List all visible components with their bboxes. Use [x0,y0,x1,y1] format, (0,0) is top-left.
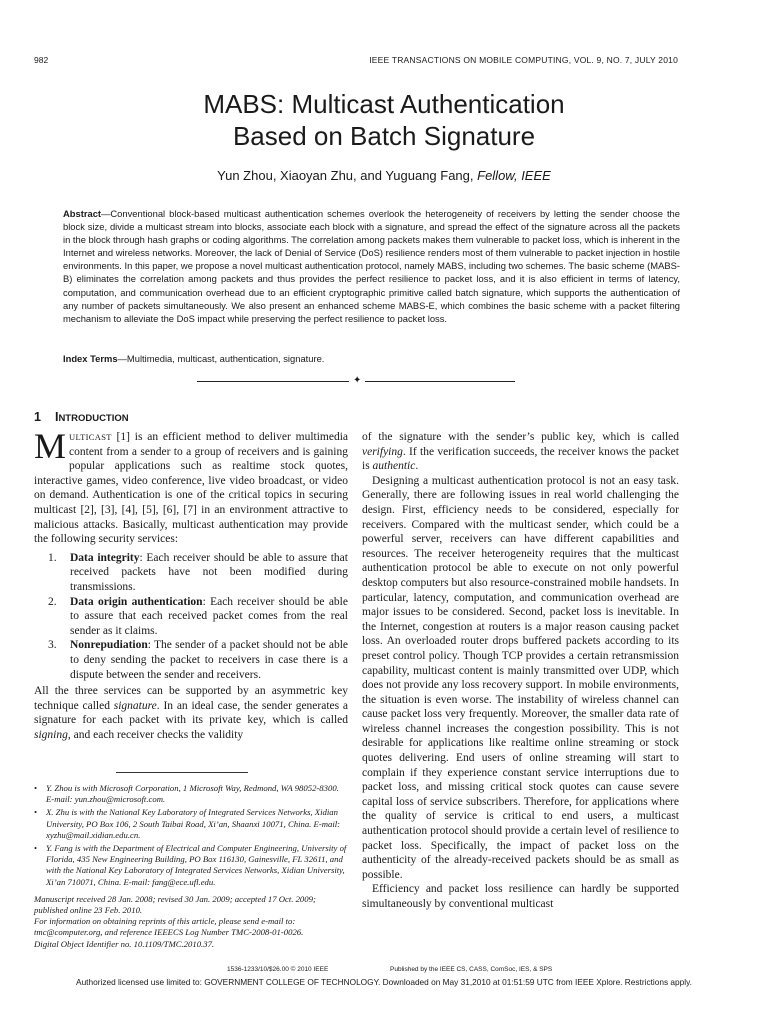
intro-paragraph-1-text: [1] is an efficient method to deliver multimedia content from a sender to a group of receivers and is gaining popular applications such as realtime stock quotes, interactive games, video conference, live video broadcast, or video on demand. Authentication is one of the critical topics in securing multicast [2], [3], [4], [5], [6], [7] in an environment attractive to malicious attacks. Basically, multicast authentication may provide the following security services: [34,431,348,546]
list-number: 2. [48,595,57,608]
rp1-text-a: of the signature with the sender’s public key, which is called [362,431,679,443]
right-column [362,430,679,912]
term-signing: signing [34,728,68,741]
security-service-item [34,551,348,595]
affiliation-footnotes [34,783,348,888]
index-terms-text: —Multimedia, multicast, authentication, signature. [117,353,325,364]
service-description: : Each receiver should be able to assure that each received packet comes from the real sender as it claims. [70,595,348,637]
abstract-text: —Conventional block-based multicast authentication schemes overlook the heterogeneity of receivers by letting the sender choose the block size, divide a multicast stream into blocks, associate each block with a signature, and spread the effect of the signature across all the packets in the block through hash graphs or coding algorithms. The correlation among packets makes them vulnerable to packet loss, which is inherent in the Internet and wireless networks. Moreover, the lack of Denial of Service (DoS) resilience renders most of them vulnerable to packet injection in hostile environments. In this paper, we propose a novel multicast authentication protocol, namely MABS, including two schemes. The basic scheme (MABS-B) eliminates the correlation among packets and thus provides the perfect resilience to packet loss, and it is also efficient in terms of latency, computation, and communication overhead due to an efficient cryptographic primitive called batch signature, which supports the authentication of any number of packets simultaneously. We also present an enhanced scheme MABS-E, which combines the basic scheme with a packet filtering mechanism to alleviate the DoS impact while preserving the perfect resilience to packet loss. [63,208,680,324]
issn-line: 1536-1233/10/$26.00 © 2010 IEEE [227,966,329,973]
footnote-text: X. Zhu is with the National Key Laboratory of Integrated Services Networks, Xidian University, PO Box 106, 2 South Taibai Road, Xi’an, Shaanxi 10071, China. E-mail: xyzhu@mail.xidian.edu.cn. [46,807,341,840]
abstract [63,207,680,325]
paper-title-line-2: Based on Batch Signature [232,121,536,151]
affiliation-footnote [34,807,348,841]
bullet-icon: • [34,843,38,854]
intro-paragraph-1 [34,426,348,547]
index-terms [63,352,680,365]
right-paragraph-3: Efficiency and packet loss resilience can hardly be supported simultaneously by conventional multicast [362,883,679,910]
paper-title [0,88,768,152]
divider-diamond-icon: ✦ [349,376,365,386]
bullet-icon: • [34,807,38,818]
bullet-icon: • [34,783,38,793]
list-number: 3. [48,639,57,652]
author-fellow: Fellow, IEEE [477,168,551,183]
page-number: 982 [34,55,49,65]
footnote-text: Y. Fang is with the Department of Electrical and Computer Engineering, University of Florida, 435 New Engineering Building, PO Box 116130, Gainesville, FL 32611, and with the National Key Laboratory of Integrated Services Networks, Xidian University, Xi’an 710071, China. E-mail: fang@ece.ufl.edu. [46,843,347,887]
affiliation-footnote [34,843,348,888]
security-service-item [34,638,348,682]
journal-header: IEEE TRANSACTIONS ON MOBILE COMPUTING, VOL. 9, NO. 7, JULY 2010 [369,55,678,65]
dropcap-letter: M [34,426,67,466]
affiliation-footnote [34,783,348,805]
list-number: 1. [48,551,57,564]
section-title-initial: I [54,410,59,424]
security-service-item [34,595,348,639]
doi-note: Digital Object Identifier no. 10.1109/TMC.2010.37. [34,938,215,949]
security-services-list [34,551,348,682]
right-paragraph-2: Designing a multicast authentication protocol is not an easy task. Generally, there are following issues in real world challenging the design. First, efficiency needs to be considered, especially for receivers. Compared with the multicast sender, which could be a powerful server, receivers can have different capabilities and resources. The receiver heterogeneity requires that the multicast authentication protocol be able to execute on not only powerful desktop computers but also resource-constrained mobile handsets. In particular, latency, computation, and communication overhead are major issues to be considered. Second, packet loss is inevitable. In the Internet, congestion at routers is a major reason causing packet loss. An overloaded router drops buffered packets according to its preset control policy. Though TCP provides a certain retransmission capability, multicast content is mainly transmitted over UDP, which does not provide any loss recovery support. In mobile environments, the situation is even worse. The instability of wireless channel can cause packet loss very frequently. Moreover, the smaller data rate of wireless channel increases the congestion possibility. This is not desirable for applications like realtime online streaming or stock quotes delivering. End users of online streaming will start to complain if they experience constant service interruptions due to packet loss, and missing critical stock quotes can cause severe capital loss of service subscribers. Therefore, for applications where the quality of service is critical to end users, a multicast authentication protocol should provide a certain level of resilience to packet loss. Specifically, the impact of packet loss on the authenticity of the already-received packets should be as small as possible. [362,474,679,881]
publisher-line: Published by the IEEE CS, CASS, ComSoc, IES, & SPS [390,966,553,973]
first-word-smallcaps: ULTICAST [69,432,112,442]
reprints-note: For information on obtaining reprints of this article, please send e-mail to: tmc@computer.org, and reference IEEECS Log Number TMC-2008-01-0026. [34,916,304,938]
paper-title-line-1: MABS: Multicast Authentication [203,89,565,119]
section-title-rest: NTRODUCTION [58,413,129,424]
section-number: 1 [34,410,41,424]
rp1-text-b: . If the verification succeeds, the receiver knows the packet is [362,445,679,473]
manuscript-dates: Manuscript received 28 Jan. 2008; revised 30 Jan. 2009; accepted 17 Oct. 2009; published online 23 Feb. 2010. [34,893,316,916]
abstract-label: Abstract [63,208,102,219]
footnotes [34,783,348,950]
intro-paragraph-2 [34,684,348,742]
footnote-text: Y. Zhou is with Microsoft Corporation, 1 Microsoft Way, Redmond, WA 98052-8300. E-mail: yun.zhou@microsoft.com. [46,783,339,805]
index-terms-label: Index Terms [63,353,118,364]
footnote-rule [116,772,248,773]
service-term: Data integrity [70,551,140,564]
para2-text-c: , and each receiver checks the validity [67,728,244,741]
service-term: Data origin authentication [70,595,203,608]
author-names: Yun Zhou, Xiaoyan Zhu, and Yuguang Fang, [217,168,478,183]
term-signature: signature [113,699,157,712]
rp1-text-c: . [415,460,419,473]
section-heading [34,410,129,424]
term-verifying: verifying [362,445,403,458]
service-description: : Each receiver should be able to assure that received packets have not been modified during transmissions. [70,551,348,593]
service-description: : The sender of a packet should not be able to deny sending the packet to receivers in case there is a dispute between the sender and receivers. [70,639,348,681]
para2-text-a: All the three services can be supported by an asymmetric key technique called [34,685,348,712]
left-column [34,426,349,742]
right-paragraph-1 [362,430,679,474]
para2-text-b: . In an ideal case, the sender generates a signature for each packet with its private key, which is called [34,699,349,727]
authorized-use-notice: Authorized licensed use limited to: GOVERNMENT COLLEGE OF TECHNOLOGY. Downloaded on May 31,2010 at 01:51:59 UTC from IEEE Xplore. Restrictions apply. [76,977,692,987]
author-list [0,168,768,183]
term-authentic: authentic [372,460,416,473]
service-term: Nonrepudiation [70,639,148,652]
